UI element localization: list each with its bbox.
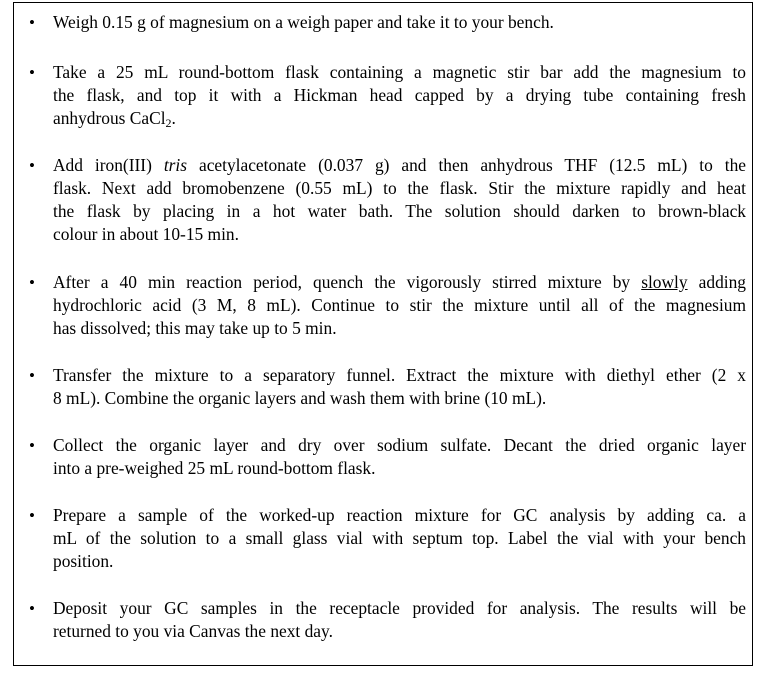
bullet-icon: • (29, 13, 35, 32)
step-text (53, 434, 746, 480)
step-line: Weigh 0.15 g of magnesium on a weigh paper and take it to your bench. (53, 12, 554, 32)
step-text (53, 11, 746, 34)
bullet-icon: • (29, 436, 35, 455)
step-text-part: anhydrous CaCl (53, 108, 166, 128)
underlined-text: slowly (641, 272, 688, 292)
italic-text: tris (163, 155, 188, 175)
subscript: 2 (165, 116, 172, 130)
step-line: into a pre-weighed 25 mL round-bottom flask. (53, 458, 376, 478)
step-line: the flask by placing in a hot water bath. The solution should darken to brown-black (53, 201, 746, 221)
instructions-box (13, 2, 753, 666)
step-line (53, 271, 746, 294)
bullet-icon: • (29, 156, 35, 175)
step-line: has dissolved; this may take up to 5 min. (53, 318, 337, 338)
step-line: Prepare a sample of the worked-up reaction mixture for GC analysis by adding ca. a (53, 505, 746, 525)
step-text-part: . (171, 108, 176, 128)
step-text (53, 364, 746, 410)
step-line: hydrochloric acid (3 M, 8 mL). Continue to stir the mixture until all of the magnesium (53, 295, 746, 315)
step-line: Take a 25 mL round-bottom flask containing a magnetic stir bar add the magnesium to (53, 62, 746, 82)
step-text-part: acetylacetonate (0.037 g) and then anhydrous THF (12.5 mL) to the (187, 155, 747, 175)
step-line: Deposit your GC samples in the receptacle provided for analysis. The results will be (53, 598, 746, 618)
step-line: the flask, and top it with a Hickman head capped by a drying tube containing fresh (53, 85, 746, 105)
bullet-icon: • (29, 506, 35, 525)
bullet-icon: • (29, 273, 35, 292)
step-text-part: Add iron(III) (53, 155, 164, 175)
step-text (53, 154, 746, 246)
step-line: flask. Next add bromobenzene (0.55 mL) to the flask. Stir the mixture rapidly and heat (53, 178, 746, 198)
step-line: 8 mL). Combine the organic layers and wash them with brine (10 mL). (53, 388, 547, 408)
step-text (53, 597, 746, 643)
step-line: Transfer the mixture to a separatory funnel. Extract the mixture with diethyl ether (2 x (53, 365, 746, 385)
step-line (53, 154, 746, 177)
step-text (53, 504, 746, 573)
step-text-part: After a 40 min reaction period, quench the vigorously stirred mixture by (53, 272, 642, 292)
step-text (53, 61, 746, 130)
step-text-part: adding (687, 272, 746, 292)
bullet-icon: • (29, 63, 35, 82)
bullet-icon: • (29, 366, 35, 385)
step-line: colour in about 10-15 min. (53, 224, 239, 244)
step-line: returned to you via Canvas the next day. (53, 621, 333, 641)
step-text (53, 271, 746, 340)
step-line (53, 107, 746, 130)
step-line: mL of the solution to a small glass vial with septum top. Label the vial with your bench (53, 528, 746, 548)
bullet-icon: • (29, 599, 35, 618)
step-line: Collect the organic layer and dry over sodium sulfate. Decant the dried organic layer (53, 435, 746, 455)
step-line: position. (53, 551, 114, 571)
